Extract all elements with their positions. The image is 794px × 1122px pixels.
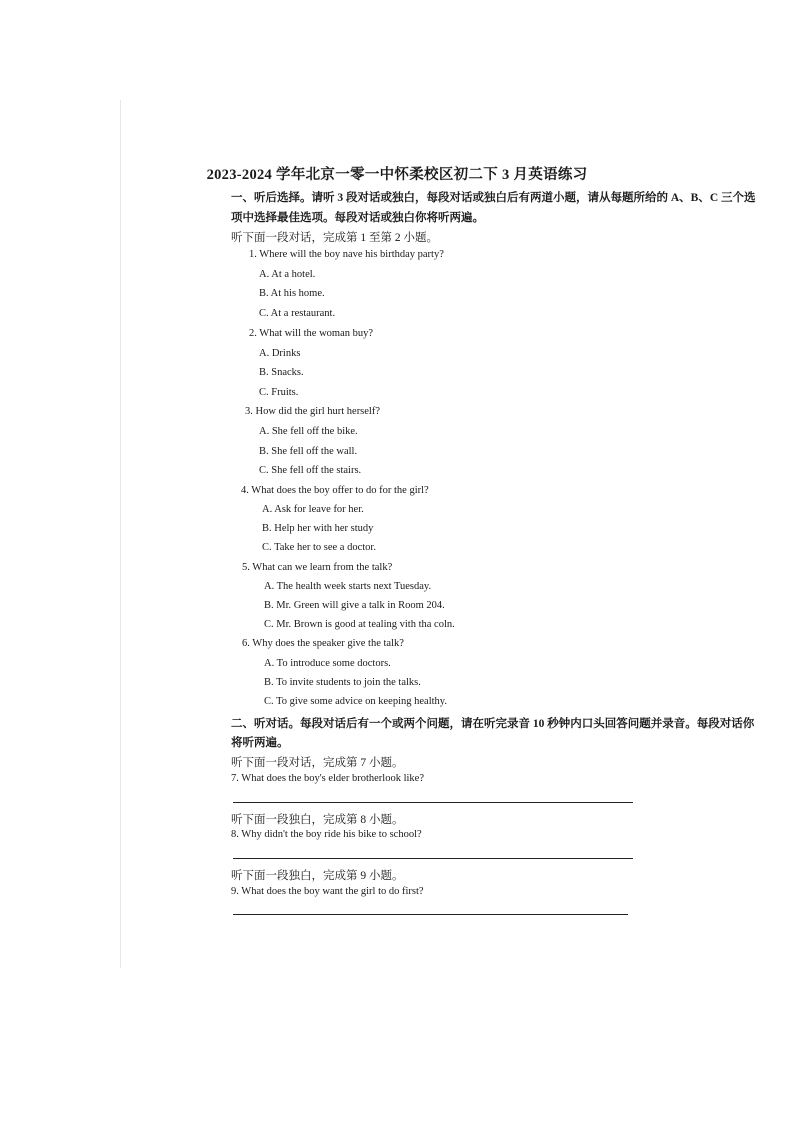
q9-instruction: 听下面一段独白，完成第 9 小题。	[231, 870, 404, 882]
question-3-option-c: C. She fell off the stairs.	[259, 465, 362, 476]
question-4-option-a: A. Ask for leave for her.	[262, 504, 364, 515]
question-4-option-b: B. Help her with her study	[262, 523, 374, 534]
question-8: 8. Why didn't the boy ride his bike to school?	[231, 829, 422, 840]
page-title: 2023-2024 学年北京一零一中怀柔校区初二下 3 月英语练习	[206, 167, 588, 183]
question-4-option-c: C. Take her to see a doctor.	[262, 542, 376, 553]
q8-instruction: 听下面一段独白，完成第 8 小题。	[231, 814, 404, 826]
question-2-option-b: B. Snacks.	[259, 367, 304, 378]
question-7-answer-line	[233, 802, 633, 803]
question-9-answer-line	[233, 914, 628, 915]
question-6: 6. Why does the speaker give the talk?	[242, 638, 404, 649]
question-2: 2. What will the woman buy?	[249, 328, 374, 339]
question-4: 4. What does the boy offer to do for the girl?	[241, 485, 429, 496]
question-6-option-a: A. To introduce some doctors.	[264, 658, 391, 669]
question-3-option-b: B. She fell off the wall.	[259, 446, 358, 457]
question-5-option-c: C. Mr. Brown is good at tealing vith tha coln.	[264, 619, 455, 630]
question-6-option-c: C. To give some advice on keeping healthy.	[264, 696, 447, 707]
question-7: 7. What does the boy's elder brotherlook like?	[231, 773, 424, 784]
page-edge-shadow	[120, 100, 121, 968]
question-6-option-b: B. To invite students to join the talks.	[264, 677, 421, 688]
question-3-option-a: A. She fell off the bike.	[259, 426, 358, 437]
question-9: 9. What does the boy want the girl to do first?	[231, 886, 424, 897]
part1-heading-line1: 一、听后选择。请听 3 段对话或独白，每段对话或独白后有两道小题，请从每题所给的 A、B、C 三个选	[231, 192, 756, 204]
question-8-answer-line	[233, 858, 633, 859]
part2-heading-line2: 将听两遍。	[231, 737, 289, 749]
part1-instruction: 听下面一段对话，完成第 1 至第 2 小题。	[231, 232, 438, 244]
question-1-option-c: C. At a restaurant.	[259, 308, 336, 319]
question-2-option-a: A. Drinks	[259, 348, 301, 359]
part1-heading-line2: 项中选择最佳选项。每段对话或独白你将听两遍。	[231, 212, 484, 224]
question-5-option-b: B. Mr. Green will give a talk in Room 204.	[264, 600, 445, 611]
question-1-option-b: B. At his home.	[259, 288, 325, 299]
q7-instruction: 听下面一段对话，完成第 7 小题。	[231, 757, 404, 769]
question-2-option-c: C. Fruits.	[259, 387, 299, 398]
question-1-option-a: A. At a hotel.	[259, 269, 316, 280]
question-5: 5. What can we learn from the talk?	[242, 562, 393, 573]
question-5-option-a: A. The health week starts next Tuesday.	[264, 581, 432, 592]
question-1: 1. Where will the boy nave his birthday party?	[249, 249, 444, 260]
part2-heading-line1: 二、听对话。每段对话后有一个或两个问题，请在听完录音 10 秒钟内口头回答问题并录音。每段对话你	[231, 718, 755, 730]
question-3: 3. How did the girl hurt herself?	[245, 406, 381, 417]
